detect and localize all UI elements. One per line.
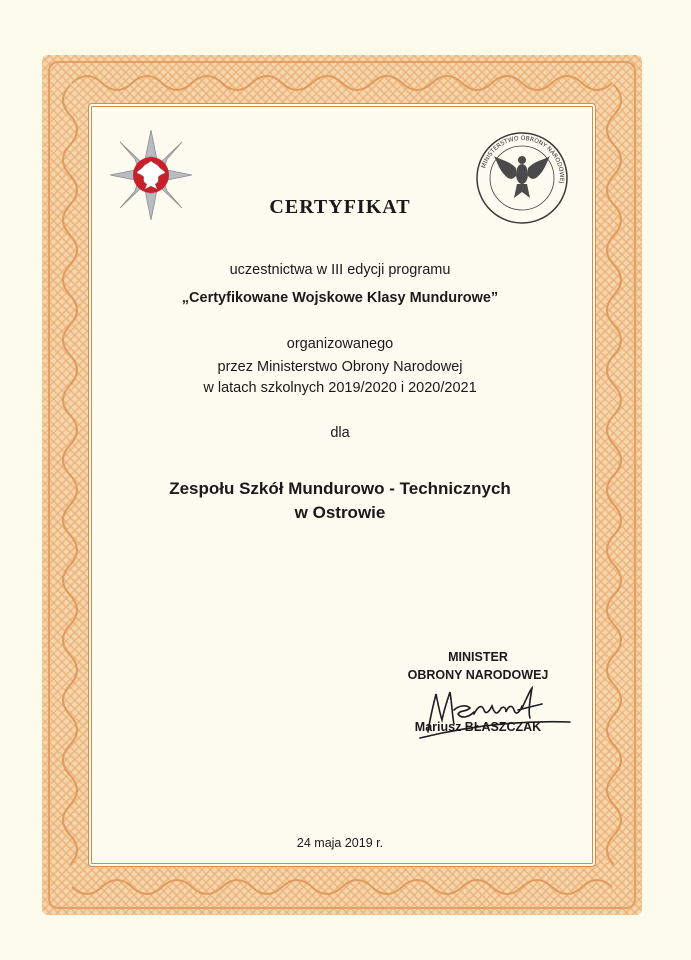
organizer-line: przez Ministerstwo Obrony Narodowej: [217, 359, 463, 375]
for-line: dla: [330, 425, 350, 441]
organized-line: organizowanego: [286, 336, 394, 352]
signatory-title-2: OBRONY NARODOWEJ: [407, 668, 549, 682]
signatory-name: Mariusz BŁASZCZAK: [414, 720, 542, 734]
signatory-title-1: MINISTER: [448, 650, 508, 664]
certificate-title: CERTYFIKAT: [269, 196, 411, 218]
recipient-location: w Ostrowie: [294, 503, 386, 522]
school-years-line: w latach szkolnych 2019/2020 i 2020/2021: [203, 380, 477, 396]
recipient-name: Zespołu Szkół Mundurowo - Technicznych: [169, 479, 511, 498]
issue-date: 24 maja 2019 r.: [296, 836, 384, 850]
program-name: „Certyfikowane Wojskowe Klasy Mundurowe”: [181, 290, 499, 306]
participation-line: uczestnictwa w III edycji programu: [229, 262, 451, 278]
handwritten-signature: [400, 680, 580, 750]
seal-text: MINISTERSTWO OBRONY NARODOWEJ: [480, 134, 566, 184]
